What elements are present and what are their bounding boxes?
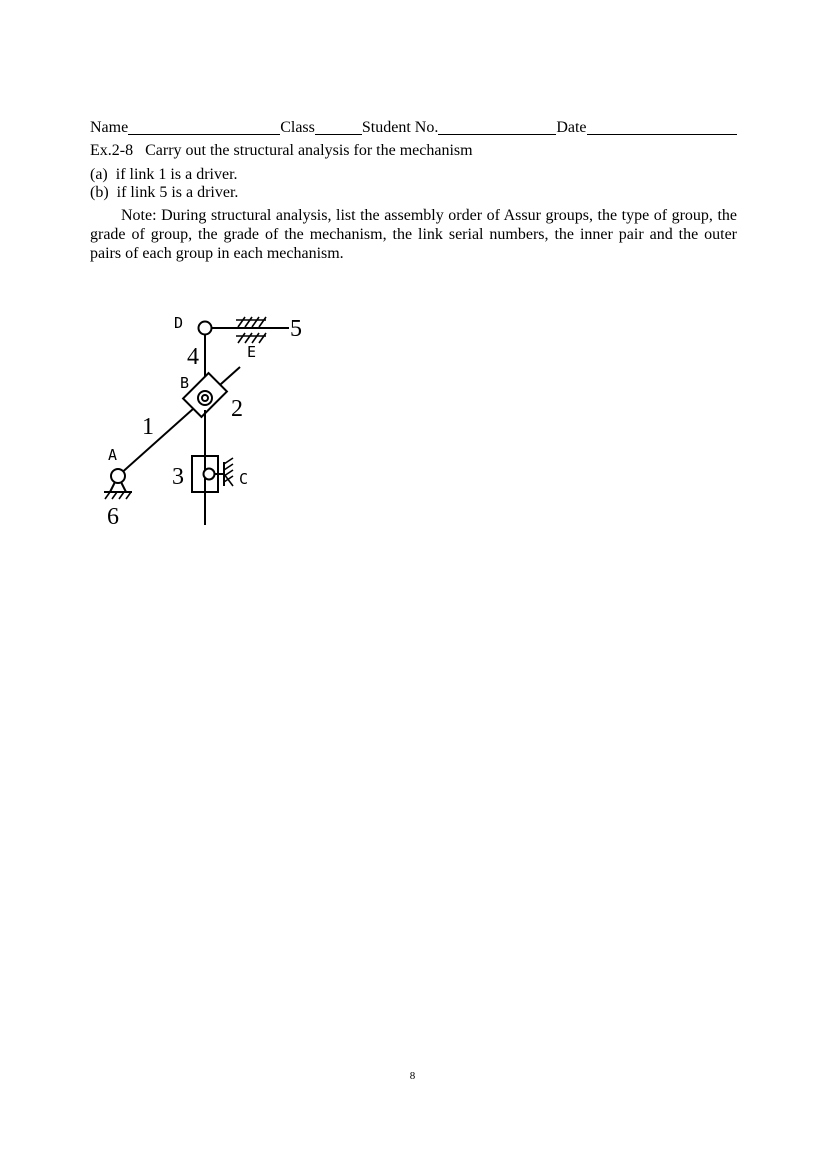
ground-c-hatch	[224, 458, 233, 486]
label-e: E	[247, 343, 257, 361]
joint-b	[198, 391, 212, 405]
label-a: A	[108, 446, 118, 464]
label-4: 4	[187, 344, 199, 370]
page-number: 8	[409, 1070, 416, 1082]
label-d: D	[174, 314, 184, 332]
link-1	[118, 367, 240, 476]
mechanism-diagram	[0, 0, 825, 560]
label-3: 3	[172, 464, 184, 490]
joint-d	[199, 322, 212, 335]
label-6: 6	[107, 504, 119, 530]
joint-a	[111, 469, 125, 483]
ground-a-leg-right	[121, 482, 126, 492]
ground-a-hatch	[105, 492, 131, 499]
name-label: Name	[90, 119, 129, 136]
date-label: Date	[556, 119, 587, 136]
label-c: C	[239, 470, 249, 488]
exercise-part-b: (b) if link 5 is a driver.	[90, 184, 239, 201]
ground-a-leg-left	[110, 482, 115, 492]
class-label: Class	[280, 119, 315, 136]
exercise-note: Note: During structural analysis, list the assembly order of Assur groups, the type of group, the grade of group, the grade of the mechanism, the link serial numbers, the inner pair and the outer pairs of each group in each mechanism.	[90, 207, 737, 262]
label-1: 1	[142, 414, 154, 440]
joint-c	[204, 469, 215, 480]
label-b: B	[180, 374, 190, 392]
label-2: 2	[231, 396, 243, 422]
label-5: 5	[290, 316, 302, 342]
exercise-part-a: (a) if link 1 is a driver.	[90, 166, 238, 183]
ground-e-hatch	[236, 317, 266, 343]
exercise-title: Ex.2-8 Carry out the structural analysis for the mechanism	[90, 142, 473, 159]
student-no-label: Student No.	[361, 119, 439, 136]
